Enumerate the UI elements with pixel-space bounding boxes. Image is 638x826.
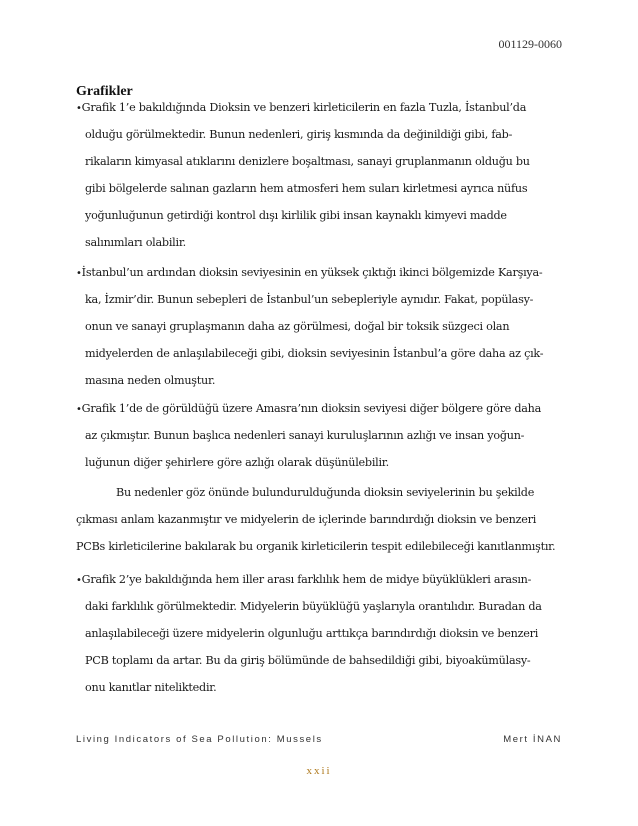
bullet-icon: • <box>76 404 82 415</box>
bullet-icon: • <box>76 103 82 114</box>
paragraph-line: anlaşılabileceği üzere midyelerin olgunluğu arttıkça barındırdığı dioksin ve benzeri <box>85 627 539 640</box>
paragraph-line: PCB toplamı da artar. Bu da giriş bölümünde de bahsedildiği gibi, biyoakümülasy- <box>85 654 531 667</box>
paragraph-line: masına neden olmuştur. <box>85 374 216 387</box>
paragraph-line: •Grafik 1’de de görüldüğü üzere Amasra’nın dioksin seviyesi diğer bölgere göre daha <box>76 402 542 415</box>
paragraph-line: •Grafik 1’e bakıldığında Dioksin ve benzeri kirleticilerin en fazla Tuzla, İstanbul’da <box>76 101 527 114</box>
paragraph-line: rikaların kimyasal atıklarını denizlere boşaltması, sanayi gruplanmanın olduğu bu <box>85 155 530 168</box>
paragraph-line: yoğunluğunun getirdiği kontrol dışı kirlilik gibi insan kaynaklı kimyevi madde <box>85 209 507 222</box>
document-id: 001129-0060 <box>498 37 562 51</box>
paragraph-line: luğunun diğer şehirlere göre azlığı olarak düşünülebilir. <box>85 456 389 469</box>
paragraph-line: •Grafik 2’ye bakıldığında hem iller arası farklılık hem de midye büyüklükleri arasın- <box>76 573 532 586</box>
section-heading: Grafikler <box>76 84 133 99</box>
paragraph-line: az çıkmıştır. Bunun başlıca nedenleri sanayi kuruluşlarının azlığı ve insan yoğun- <box>85 429 525 442</box>
bullet-icon: • <box>76 268 82 279</box>
paragraph-line: ka, İzmir’dir. Bunun sebepleri de İstanbul’un sebepleriyle aynıdır. Fakat, popülasy- <box>85 293 534 306</box>
paragraph-line: salınımları olabilir. <box>85 236 186 249</box>
paragraph-line: Bu nedenler göz önünde bulundurulduğunda dioksin seviyelerinin bu şekilde <box>116 486 535 499</box>
paragraph-line: gibi bölgelerde salınan gazların hem atmosferi hem suları kirletmesi ayrıca nüfus <box>85 182 528 195</box>
paragraph-line: onun ve sanayi gruplaşmanın daha az görülmesi, doğal bir toksik süzgeci olan <box>85 320 510 333</box>
footer-author: Mert İNAN <box>503 734 562 745</box>
paragraph-line: PCBs kirleticilerine bakılarak bu organik kirleticilerin tespit edilebileceği kanıtlanmıştır. <box>76 540 556 553</box>
page-number: xxii <box>306 765 332 777</box>
paragraph-line: çıkması anlam kazanmıştır ve midyelerin de içlerinde barındırdığı dioksin ve benzeri <box>76 513 537 526</box>
paragraph-line: midyelerden de anlaşılabileceği gibi, dioksin seviyesinin İstanbul’a göre daha az çık- <box>85 347 544 360</box>
footer-title: Living Indicators of Sea Pollution: Mussels <box>76 734 323 745</box>
bullet-icon: • <box>76 575 82 586</box>
paragraph-line: olduğu görülmektedir. Bunun nedenleri, giriş kısmında da değinildiği gibi, fab- <box>85 128 513 141</box>
paragraph-line: •İstanbul’un ardından dioksin seviyesinin en yüksek çıktığı ikinci bölgemizde Karşıya- <box>76 266 543 279</box>
paragraph-line: daki farklılık görülmektedir. Midyelerin büyüklüğü yaşlarıyla orantılıdır. Buradan da <box>85 600 542 613</box>
paragraph-line: onu kanıtlar niteliktedir. <box>85 681 217 694</box>
